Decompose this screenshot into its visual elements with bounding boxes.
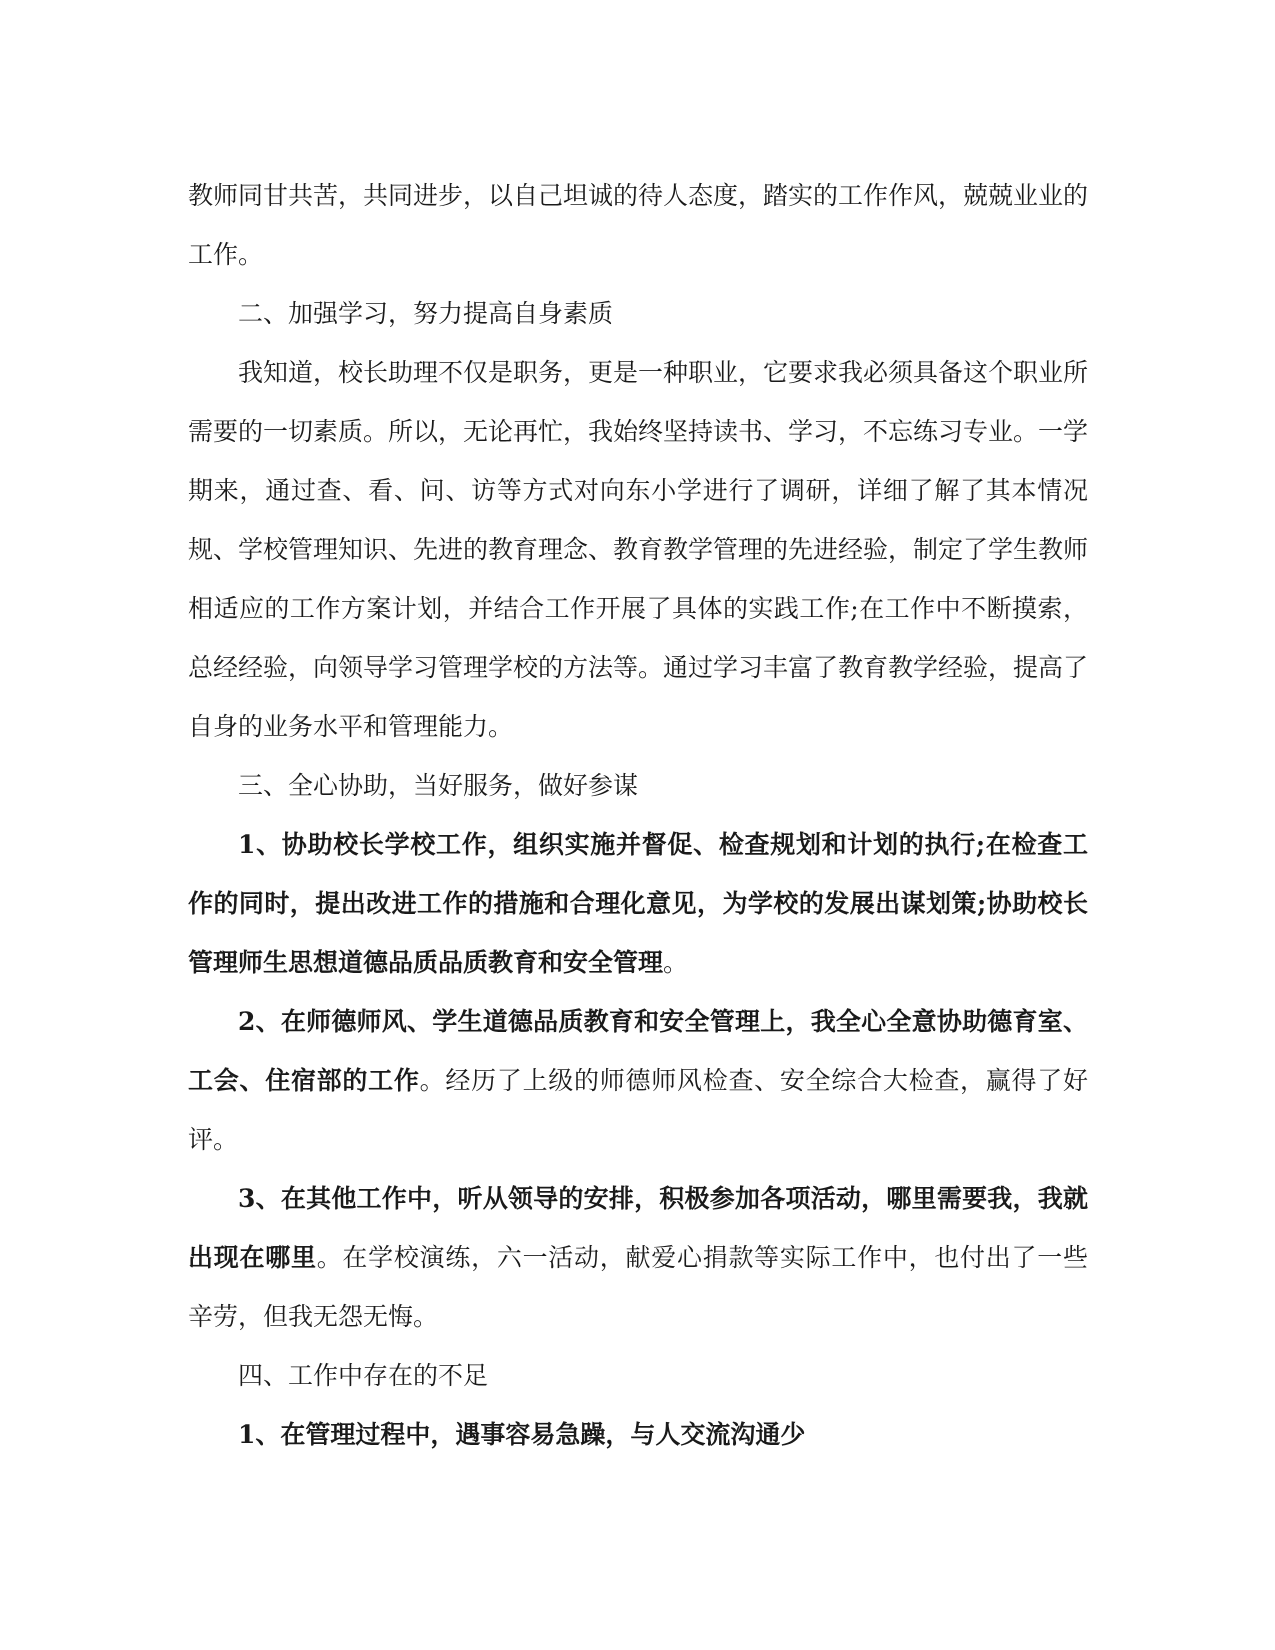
item-4-1 xyxy=(188,1405,1088,1464)
item-3-1-bold: 1、协助校长学校工作，组织实施并督促、检查规划和计划的执行;在检查工作的同时，提出改进工作的措施和合理化意见，为学校的发展出谋划策;协助校长管理师生思想道德品质品质教育和安全管理 xyxy=(188,830,1088,977)
item-3-3 xyxy=(188,1169,1088,1346)
item-3-1-normal: 。 xyxy=(663,948,689,977)
section-heading-3: 三、全心协助，当好服务，做好参谋 xyxy=(238,771,639,800)
item-3-2-bold: 2、在师德师风、学生道德品质教育和安全管理上，我全心全意协助德育室、工会、住宿部的工作 xyxy=(188,1007,1088,1095)
paragraph-study: 我知道，校长助理不仅是职务，更是一种职业，它要求我必须具备这个职业所需要的一切素质。所以，无论再忙，我始终坚持读书、学习，不忘练习专业。一学期来，通过查、看、问、访等方式对向东小学进行了调研，详细了解了其本情况规、学校管理知识、先进的教育理念、教育教学管理的先进经验，制定了学生教师相适应的工作方案计划，并结合工作开展了具体的实践工作;在工作中不断摸索，总经经验，向领导学习管理学校的方法等。通过学习丰富了教育教学经验，提高了自身的业务水平和管理能力。 xyxy=(188,358,1089,741)
item-3-3-normal: 。在学校演练，六一活动，献爱心捐款等实际工作中，也付出了一些辛劳，但我无怨无悔。 xyxy=(188,1243,1088,1331)
document-body xyxy=(188,166,1088,1464)
item-3-2 xyxy=(188,992,1088,1169)
section-heading-2: 二、加强学习，努力提高自身素质 xyxy=(238,299,614,328)
item-4-1-bold: 1、在管理过程中，遇事容易急躁，与人交流沟通少 xyxy=(238,1420,806,1449)
section-heading-4: 四、工作中存在的不足 xyxy=(238,1361,489,1390)
item-3-1 xyxy=(188,815,1088,992)
item-3-3-bold: 3、在其他工作中，听从领导的安排，积极参加各项活动，哪里需要我，我就出现在哪里 xyxy=(188,1184,1088,1272)
item-3-2-normal: 。经历了上级的师德师风检查、安全综合大检查，赢得了好评。 xyxy=(188,1066,1088,1154)
paragraph-continued-intro: 教师同甘共苦，共同进步，以自己坦诚的待人态度，踏实的工作作风，兢兢业业的工作。 xyxy=(188,181,1089,269)
